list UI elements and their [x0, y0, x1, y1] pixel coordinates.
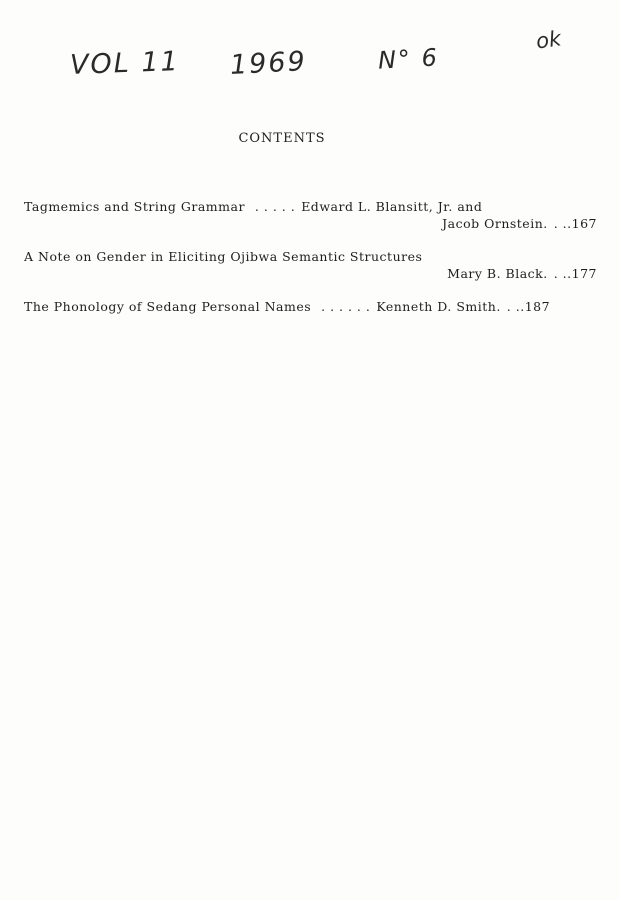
toc-entry-line: [24, 248, 597, 265]
contents-heading: CONTENTS: [238, 131, 326, 146]
handwritten-year: 1969: [229, 46, 308, 81]
toc-entry-author-cont: Jacob Ornstein.: [442, 216, 548, 231]
toc-entry-leader: . . . . .: [254, 199, 296, 214]
toc-entry-author: Edward L. Blansitt, Jr. and: [301, 199, 483, 214]
toc-entry-leader: . . . . . .: [321, 299, 371, 314]
toc-entry-leader: . .: [506, 299, 521, 314]
toc-entry: [24, 298, 597, 315]
toc-entry-title: The Phonology of Sedang Personal Names: [24, 299, 312, 314]
toc-entry-page: .177: [567, 266, 597, 281]
toc-entry-line: [24, 215, 597, 232]
handwritten-number: N° 6: [377, 43, 440, 75]
toc-entry-line: [24, 265, 597, 282]
handwritten-volume: VOL 11: [69, 46, 181, 81]
toc-entry-author: Kenneth D. Smith.: [376, 299, 501, 314]
handwritten-ok-mark: ok: [534, 26, 563, 54]
toc-entry: [24, 198, 597, 232]
toc-entry-leader: . .: [553, 266, 568, 281]
toc-entry-title: Tagmemics and String Grammar: [24, 199, 245, 214]
toc-entry-leader: . .: [553, 216, 568, 231]
toc-entry-title: A Note on Gender in Eliciting Ojibwa Semantic Structures: [24, 249, 423, 264]
toc-entry-line: [24, 298, 597, 315]
toc-entry-page: .187: [520, 299, 551, 314]
toc-entry-author: Mary B. Black.: [447, 266, 548, 281]
toc-entry: [24, 248, 597, 282]
toc-entry-page: .167: [567, 216, 597, 231]
toc-entry-line: [24, 198, 597, 215]
